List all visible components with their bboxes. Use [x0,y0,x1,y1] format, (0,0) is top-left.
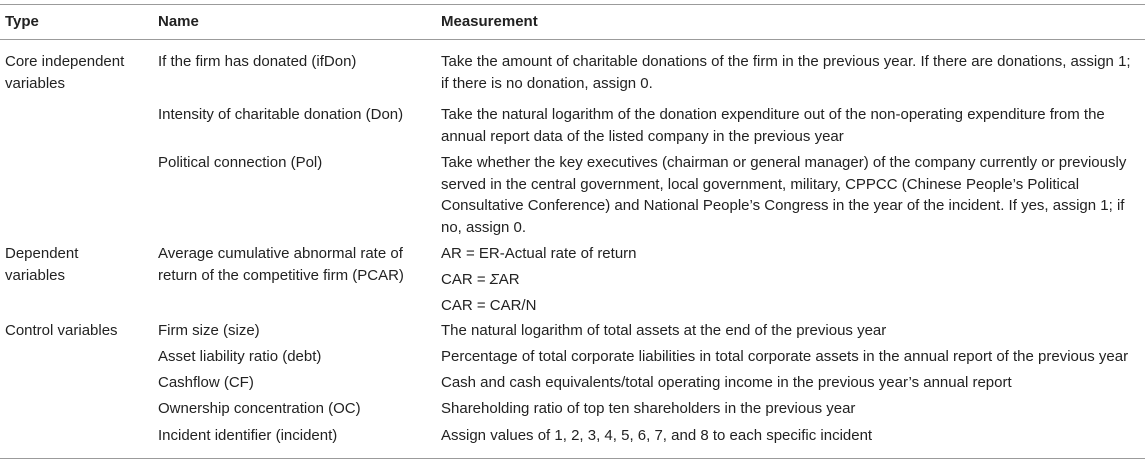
measurement-line: served in the central government, local government, military, CPPCC (Chinese People’s Political [441,175,1080,193]
measurement-cell [441,372,1012,394]
table-header-rule [0,39,1145,40]
table-top-rule [0,4,1145,5]
name-cell [158,346,321,368]
table-row [0,398,1145,417]
name-line: If the firm has donated (ifDon) [158,53,357,70]
name-cell [158,398,361,420]
type-line: variables [5,74,66,92]
table-row [0,372,1145,391]
type-line: Dependent [5,245,79,262]
name-cell [158,152,322,174]
measurement-line: Shareholding ratio of top ten shareholders in the previous year [441,400,856,417]
name-line: Asset liability ratio (debt) [158,348,322,365]
header-measurement: Measurement [441,13,538,30]
formula-suffix: AR [498,271,520,288]
table-row [0,104,1145,145]
table-row [0,320,1145,339]
measurement-line: if there is no donation, assign 0. [441,74,653,92]
measurement-cell [441,346,1128,368]
measurement-cell [441,425,872,447]
table-row [0,243,1145,314]
name-cell [158,51,356,73]
type-line: variables [5,266,66,284]
measurement-line: Percentage of total corporate liabilities in total corporate assets in the annual report of the previous year [441,348,1129,365]
table-row [0,346,1145,365]
formula-ar: AR = ER-Actual rate of return [441,245,637,262]
measurement-line: Cash and cash equivalents/total operating income in the previous year’s annual report [441,374,1012,391]
measurement-line: Take the natural logarithm of the donation expenditure out of the non-operating expenditure from the [441,106,1105,123]
name-line: Cashflow (CF) [158,374,254,391]
name-line: return of the competitive firm (PCAR) [158,266,404,284]
table-row [0,152,1145,236]
measurement-cell [441,320,886,342]
sigma-symbol: Σ [489,271,499,288]
measurement-cell [441,398,855,420]
name-line: Political connection (Pol) [158,154,323,171]
type-cell [5,51,124,94]
header-name: Name [158,13,199,30]
name-line: Ownership concentration (OC) [158,400,361,417]
table-header-row [0,11,1145,30]
name-cell [158,243,404,286]
header-type: Type [5,13,39,30]
measurement-cell [441,241,637,319]
type-cell [5,320,118,342]
formula-prefix: CAR = [441,271,490,288]
measurement-line: Assign values of 1, 2, 3, 4, 5, 6, 7, and 8 to each specific incident [441,427,873,444]
name-cell [158,320,260,342]
name-line: Average cumulative abnormal rate of [158,245,403,262]
name-cell [158,104,403,126]
table-bottom-rule [0,458,1145,459]
measurement-line: The natural logarithm of total assets at the end of the previous year [441,322,887,339]
name-line: Firm size (size) [158,322,260,339]
name-line: Incident identifier (incident) [158,427,338,444]
name-line: Intensity of charitable donation (Don) [158,106,404,123]
formula-car-mean: CAR = CAR/N [441,297,537,314]
table-row [0,425,1145,444]
type-line: Core independent [5,53,125,70]
type-line: Control variables [5,322,118,339]
measurement-line: Consultative Conference) and National People’s Congress in the year of the incident. If yes, assign 1; if [441,197,1125,214]
name-cell [158,372,254,394]
measurement-cell [441,152,1126,238]
measurement-line: no, assign 0. [441,218,527,236]
formula-car-sum [441,267,637,293]
name-cell [158,425,337,447]
measurement-line: Take the amount of charitable donations of the firm in the previous year. If there are donations, assign 1; [441,53,1131,70]
measurement-cell [441,104,1105,147]
measurement-line: annual report data of the listed company in the previous year [441,127,844,145]
measurement-cell [441,51,1131,94]
table-row [0,51,1145,92]
type-cell [5,243,78,286]
measurement-line: Take whether the key executives (chairman or general manager) of the company currently or previously [441,154,1127,171]
